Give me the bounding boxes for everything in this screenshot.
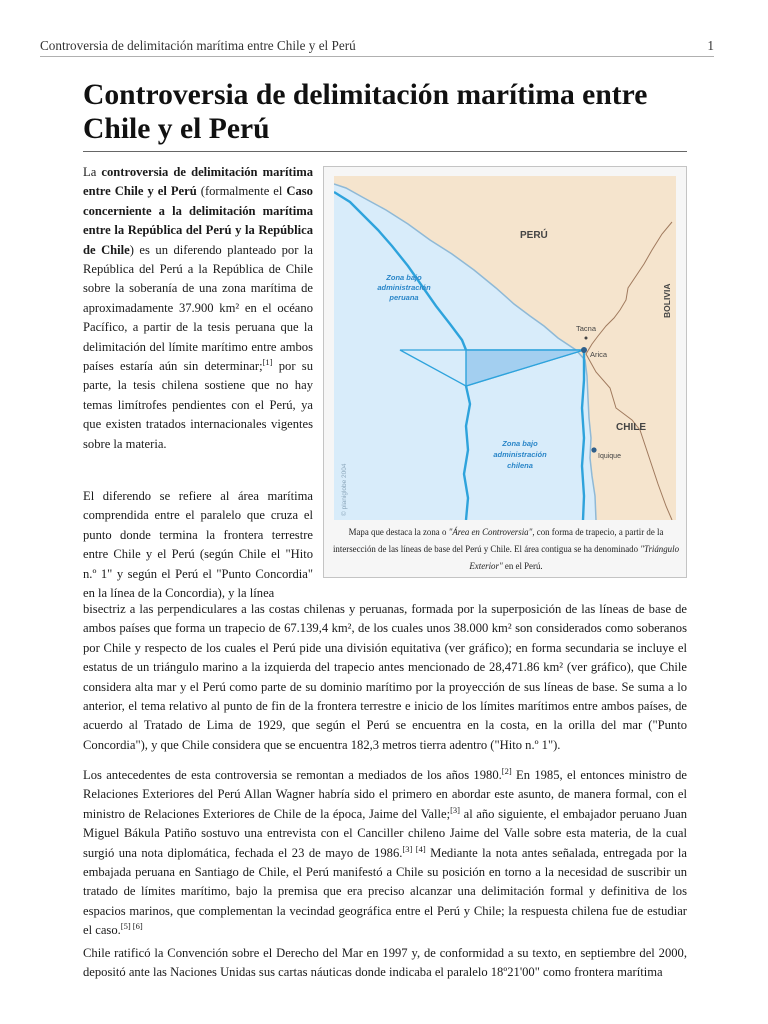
paragraph-2-full: bisectriz a las perpendiculares a las costas chilenas y peruanas, formada por la superposición de las líneas de base de ambos países que forma un trapecio de 67.139,4 km², de los cuales unos 38.000 km² son considerados como soberanos por Chile y respecto de los cuales el Perú pide una división equitativa (ver gráfico); en forma secundaria se incluye el estatus de un triángulo marino a la izquierda del trapecio antes mencionado de 28,471.86 km² (ver gráfico), que Chile considera alta mar y el Perú como parte de su dominio marítimo por la proyección de sus líneas de base. Se suma a lo anterior, el tema relativo al punto de fin de la frontera terrestre e inicio de los límites marítimos entre ambos países, de acuerdo al Tratado de Lima de 1929, que según el Perú se encuentra en la costa, en la orilla del mar ("Punto Concordia"), y que Chile considera que se encuentra 182,3 metros tierra adentro ("Hito n.º 1"). bbox=[83, 602, 687, 752]
intro-text-3: ) es un diferendo planteado por la República del Perú a la República de Chile sobre la soberanía de una zona marítima de aproximadamente 37.900 km² en el océano Pacífico, a partir de la tesis peruana que la delimitación del límite marítimo entre ambos países estaría aún sin determinar; bbox=[83, 242, 313, 374]
page-number: 1 bbox=[707, 38, 714, 53]
intro-bold-2: Caso concerniente a la delimitación marítima entre la República del Perú y la República de Chile bbox=[83, 184, 313, 257]
paragraph-2-left: El diferendo se refiere al área marítima comprendida entre el paralelo que cruza el punto donde termina la frontera terrestre entre Chile y el Perú (según Chile el "Hito n.º 1" y según el Perú el "Punto Concordia" en la línea de la Concordia), y la línea bbox=[83, 489, 313, 601]
reference-link-5-6[interactable]: [5] [6] bbox=[120, 921, 143, 932]
intro-text-2: (formalmente el bbox=[196, 184, 287, 199]
caption-text-1: Mapa que destaca la zona o bbox=[348, 527, 449, 537]
p3-text-4: Mediante la nota antes señalada, entregada por la embajada peruana en Santiago de Chile, el Perú manifestó a Chile su posición en torno a la necesidad de suscribir un tratado de límites marítimo, bajo la premisa que era preciso alcanzar una delimitación formal y definitiva de los espacios marinos, que complementan la vecindad geográfica entre el Perú y Chile; la respuesta chilena fue de estudiar el caso. bbox=[83, 845, 687, 938]
map-figure bbox=[323, 166, 687, 578]
peru-zone-label-3: peruana bbox=[389, 293, 419, 302]
map-copyright: © planiglobe 2004 bbox=[341, 463, 348, 516]
running-header bbox=[40, 38, 714, 57]
reference-link-2[interactable]: [2] bbox=[501, 766, 512, 776]
caption-italic-1: "Área en Controversia" bbox=[448, 527, 533, 537]
page-title-line-1: Controversia de delimitación marítima entre bbox=[83, 79, 648, 111]
page-title bbox=[83, 78, 687, 146]
tacna-label: Tacna bbox=[576, 324, 597, 333]
p3-text-1: Los antecedentes de esta controversia se remontan a mediados de los años 1980. bbox=[83, 768, 502, 782]
caption-text-2: , con forma de trapecio, a partir de la intersección de las líneas de base del Perú y Chile. El área contigua se ha denominado bbox=[332, 527, 664, 554]
arica-label: Arica bbox=[590, 350, 608, 359]
intro-text-4: por su parte, la tesis chilena sostiene que no hay temas limítrofes pendientes con el Perú, ya que existen tratados internacionales vigentes sobre la materia. bbox=[83, 359, 313, 451]
bolivia-label: BOLIVIA bbox=[662, 283, 672, 318]
peru-zone-label-1: Zona bajo bbox=[386, 273, 422, 282]
paragraph-3 bbox=[83, 766, 687, 941]
chile-zone-label-3: chilena bbox=[507, 461, 533, 470]
intro-bold-1: controversia de delimitación marítima entre Chile y el Perú bbox=[83, 165, 314, 199]
caption-text-3: en el Perú. bbox=[502, 561, 543, 571]
running-title: Controversia de delimitación marítima entre Chile y el Perú bbox=[40, 38, 356, 53]
iquique-label: Iquique bbox=[598, 453, 621, 460]
intro-paragraph bbox=[83, 163, 313, 454]
peru-zone-label-2: administración bbox=[377, 283, 431, 292]
figure-caption bbox=[330, 524, 682, 575]
peru-label: PERÚ bbox=[520, 230, 548, 241]
p3-text-2: En 1985, el entonces ministro de Relaciones Exteriores del Perú Allan Wagner habría sido el primero en abordar este asunto, de manera formal, con el ministro de Relaciones Exteriores de Chile de la época, Jaime del Valle; bbox=[83, 768, 687, 821]
title-divider bbox=[83, 151, 687, 152]
chile-zone-label-2: administración bbox=[493, 450, 547, 459]
chile-zone-label-1: Zona bajo bbox=[502, 439, 538, 448]
caption-italic-2: "Triángulo Exterior" bbox=[469, 544, 680, 571]
reference-link-3[interactable]: [3] bbox=[450, 804, 460, 815]
page-title-line-2: Chile y el Perú bbox=[83, 113, 270, 145]
intro-text-1: La bbox=[83, 165, 102, 179]
maritime-map bbox=[334, 176, 676, 520]
reference-link-3-4[interactable]: [3] [4] bbox=[402, 843, 426, 854]
tacna-marker bbox=[585, 337, 588, 340]
arica-marker bbox=[581, 347, 587, 353]
chile-label: CHILE bbox=[616, 422, 646, 433]
p3-text-3: al año siguiente, el embajador peruano Juan Miguel Bákula Patiño sostuvo una entrevista con el Canciller chileno Jaime del Valle sobre esta materia, de la cual surgió una nota diplomática, fechada el 23 de mayo de 1986. bbox=[83, 806, 687, 860]
iquique-marker bbox=[591, 447, 596, 452]
paragraph-4: Chile ratificó la Convención sobre el Derecho del Mar en 1997 y, de conformidad a su texto, en septiembre del 2000, depositó ante las Naciones Unidas sus cartas náuticas donde indicaba el paralelo 18º21'00" como frontera marítima bbox=[83, 946, 687, 980]
reference-link-1[interactable]: [1] bbox=[262, 357, 273, 368]
